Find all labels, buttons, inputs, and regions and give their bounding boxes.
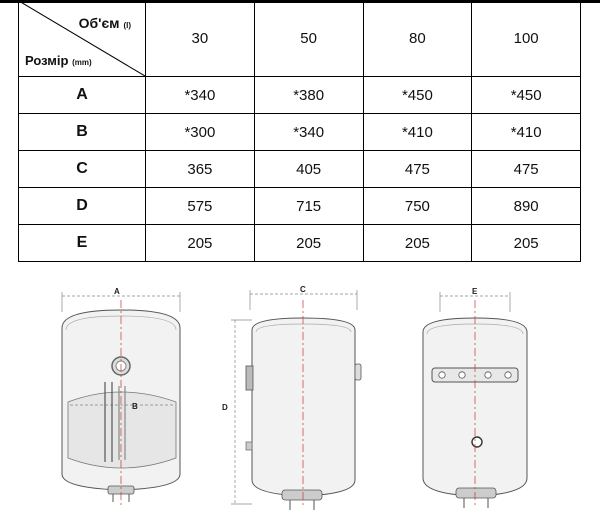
dimension-e-label: E: [472, 287, 478, 296]
table-header-row: [19, 1, 581, 77]
row-label: D: [19, 188, 146, 225]
table-row: [19, 151, 581, 188]
table-cell: 475: [363, 151, 472, 188]
table-cell: 475: [472, 151, 581, 188]
table-cell: 715: [254, 188, 363, 225]
volume-label: Об'єм: [78, 15, 120, 31]
dimension-a-label: A: [114, 287, 120, 296]
table-cell: *380: [254, 77, 363, 114]
dimension-b-label: B: [132, 402, 138, 411]
dimensions-table-container: [18, 0, 581, 260]
table-cell: *450: [363, 77, 472, 114]
row-label: C: [19, 151, 146, 188]
size-header-label: [25, 53, 92, 68]
boiler-drawings-svg: [0, 282, 600, 521]
volume-unit: (l): [123, 21, 131, 30]
table-cell: 205: [254, 225, 363, 262]
volume-header-50: 50: [254, 1, 363, 77]
table-cell: 750: [363, 188, 472, 225]
table-cell: *410: [472, 114, 581, 151]
table-cell: *300: [146, 114, 255, 151]
table-row: [19, 114, 581, 151]
front-view-drawing: [62, 287, 180, 507]
volume-header-100: 100: [472, 1, 581, 77]
table-row: [19, 188, 581, 225]
table-cell: 205: [472, 225, 581, 262]
table-row: [19, 225, 581, 262]
size-label: Розмір: [25, 53, 69, 68]
back-view-drawing: [423, 287, 527, 508]
table-cell: 365: [146, 151, 255, 188]
side-view-drawing: [222, 285, 361, 510]
volume-header-80: 80: [363, 1, 472, 77]
volume-header-label: [79, 15, 131, 31]
size-unit: (mm): [72, 58, 92, 67]
table-cell: *340: [254, 114, 363, 151]
table-cell: *340: [146, 77, 255, 114]
boiler-drawings: [0, 282, 600, 521]
dimension-c-label: C: [300, 285, 306, 294]
row-label: A: [19, 77, 146, 114]
row-label: E: [19, 225, 146, 262]
table-cell: 575: [146, 188, 255, 225]
table-cell: *450: [472, 77, 581, 114]
table-row: [19, 77, 581, 114]
volume-header-30: 30: [146, 1, 255, 77]
table-cell: 205: [146, 225, 255, 262]
table-cell: 405: [254, 151, 363, 188]
table-cell: 205: [363, 225, 472, 262]
table-cell: 890: [472, 188, 581, 225]
dimensions-table: [18, 0, 581, 262]
corner-header-cell: [19, 1, 146, 77]
row-label: B: [19, 114, 146, 151]
table-cell: *410: [363, 114, 472, 151]
dimension-d-label: D: [222, 403, 228, 412]
